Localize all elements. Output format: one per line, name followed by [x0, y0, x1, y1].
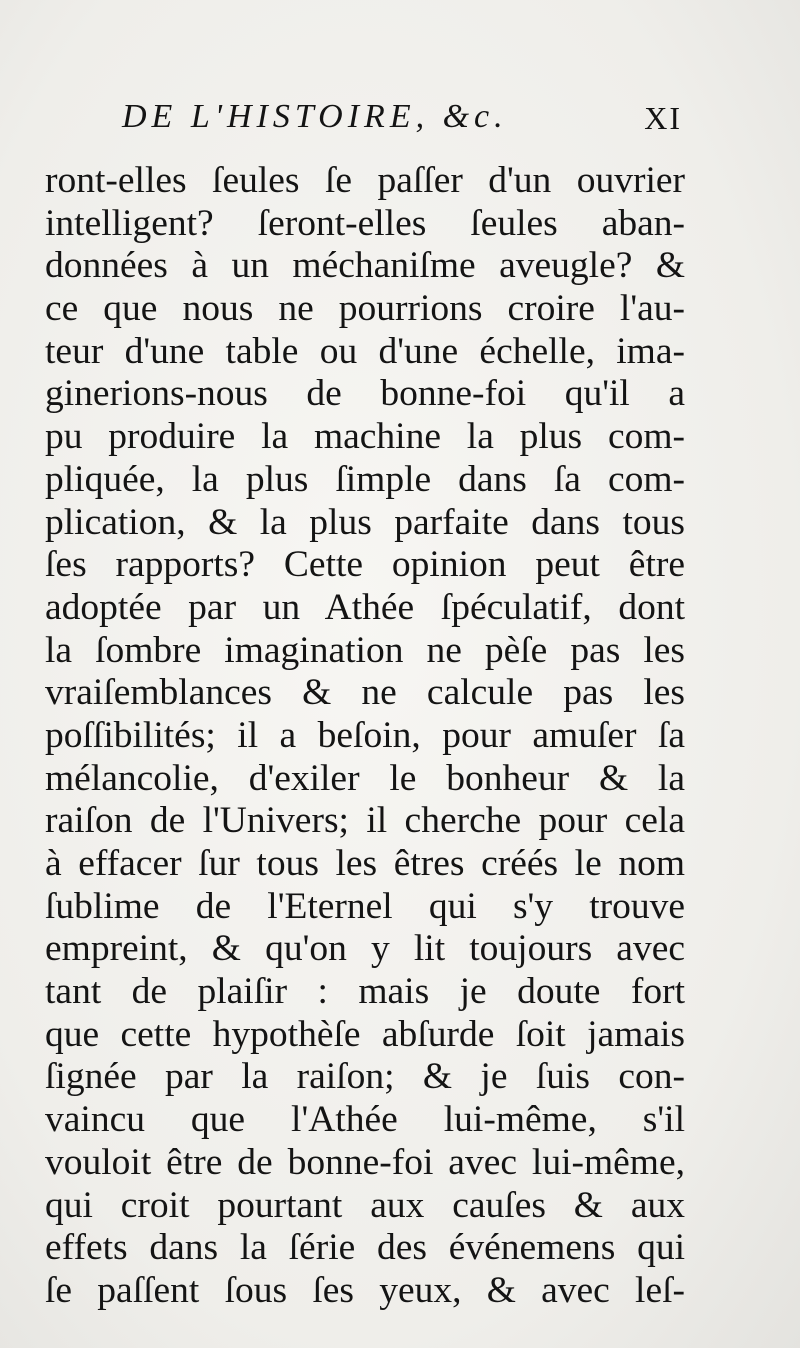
text-line: données à un méchaniſme aveugle? &: [45, 245, 685, 287]
text-line: ſignée par la raiſon; & je ſuis con-: [45, 1056, 685, 1098]
body-text: [45, 160, 685, 1313]
text-line: ginerions-nous de bonne-foi qu'il a: [45, 373, 685, 415]
text-line: teur d'une table ou d'une échelle, ima-: [45, 330, 685, 372]
text-line: tant de plaiſir : mais je doute fort: [45, 971, 685, 1013]
text-line: poſſibilités; il a beſoin, pour amuſer ſa: [45, 714, 685, 756]
text-line: mélancolie, d'exiler le bonheur & la: [45, 757, 685, 799]
text-line: adoptée par un Athée ſpéculatif, dont: [45, 586, 685, 628]
text-line: à effacer ſur tous les êtres créés le nom: [45, 843, 685, 884]
text-line: vaincu que l'Athée lui-même, s'il: [45, 1099, 685, 1141]
text-line: pliquée, la plus ſimple dans ſa com-: [45, 458, 685, 500]
page-number: XI: [644, 100, 682, 136]
text-line: intelligent? ſeront-elles ſeules aban-: [45, 202, 685, 244]
text-line: raiſon de l'Univers; il cherche pour cela: [45, 800, 685, 842]
text-line: ront-elles ſeules ſe paſſer d'un ouvrier: [45, 160, 685, 201]
text-line: empreint, & qu'on y lit toujours avec: [45, 928, 685, 970]
text-line: vouloit être de bonne-foi avec lui-même,: [45, 1141, 685, 1183]
text-line: ſublime de l'Eternel qui s'y trouve: [45, 885, 685, 927]
text-line: ſes rapports? Cette opinion peut être: [45, 544, 685, 586]
running-head: [122, 98, 682, 148]
text-line: qui croit pourtant aux cauſes & aux: [45, 1184, 685, 1226]
text-line: la ſombre imagination ne pèſe pas les: [45, 629, 685, 671]
running-head-title: DE L'HISTOIRE, &c.: [122, 98, 508, 135]
text-line: plication, & la plus parfaite dans tous: [45, 501, 685, 543]
text-line: ſe paſſent ſous ſes yeux, & avec leſ-: [45, 1269, 685, 1311]
text-line: pu produire la machine la plus com-: [45, 416, 685, 458]
text-line: que cette hypothèſe abſurde ſoit jamais: [45, 1013, 685, 1055]
text-line: vraiſemblances & ne calcule pas les: [45, 672, 685, 714]
text-line: ce que nous ne pourrions croire l'au-: [45, 288, 685, 330]
text-line: effets dans la ſérie des événemens qui: [45, 1227, 685, 1269]
